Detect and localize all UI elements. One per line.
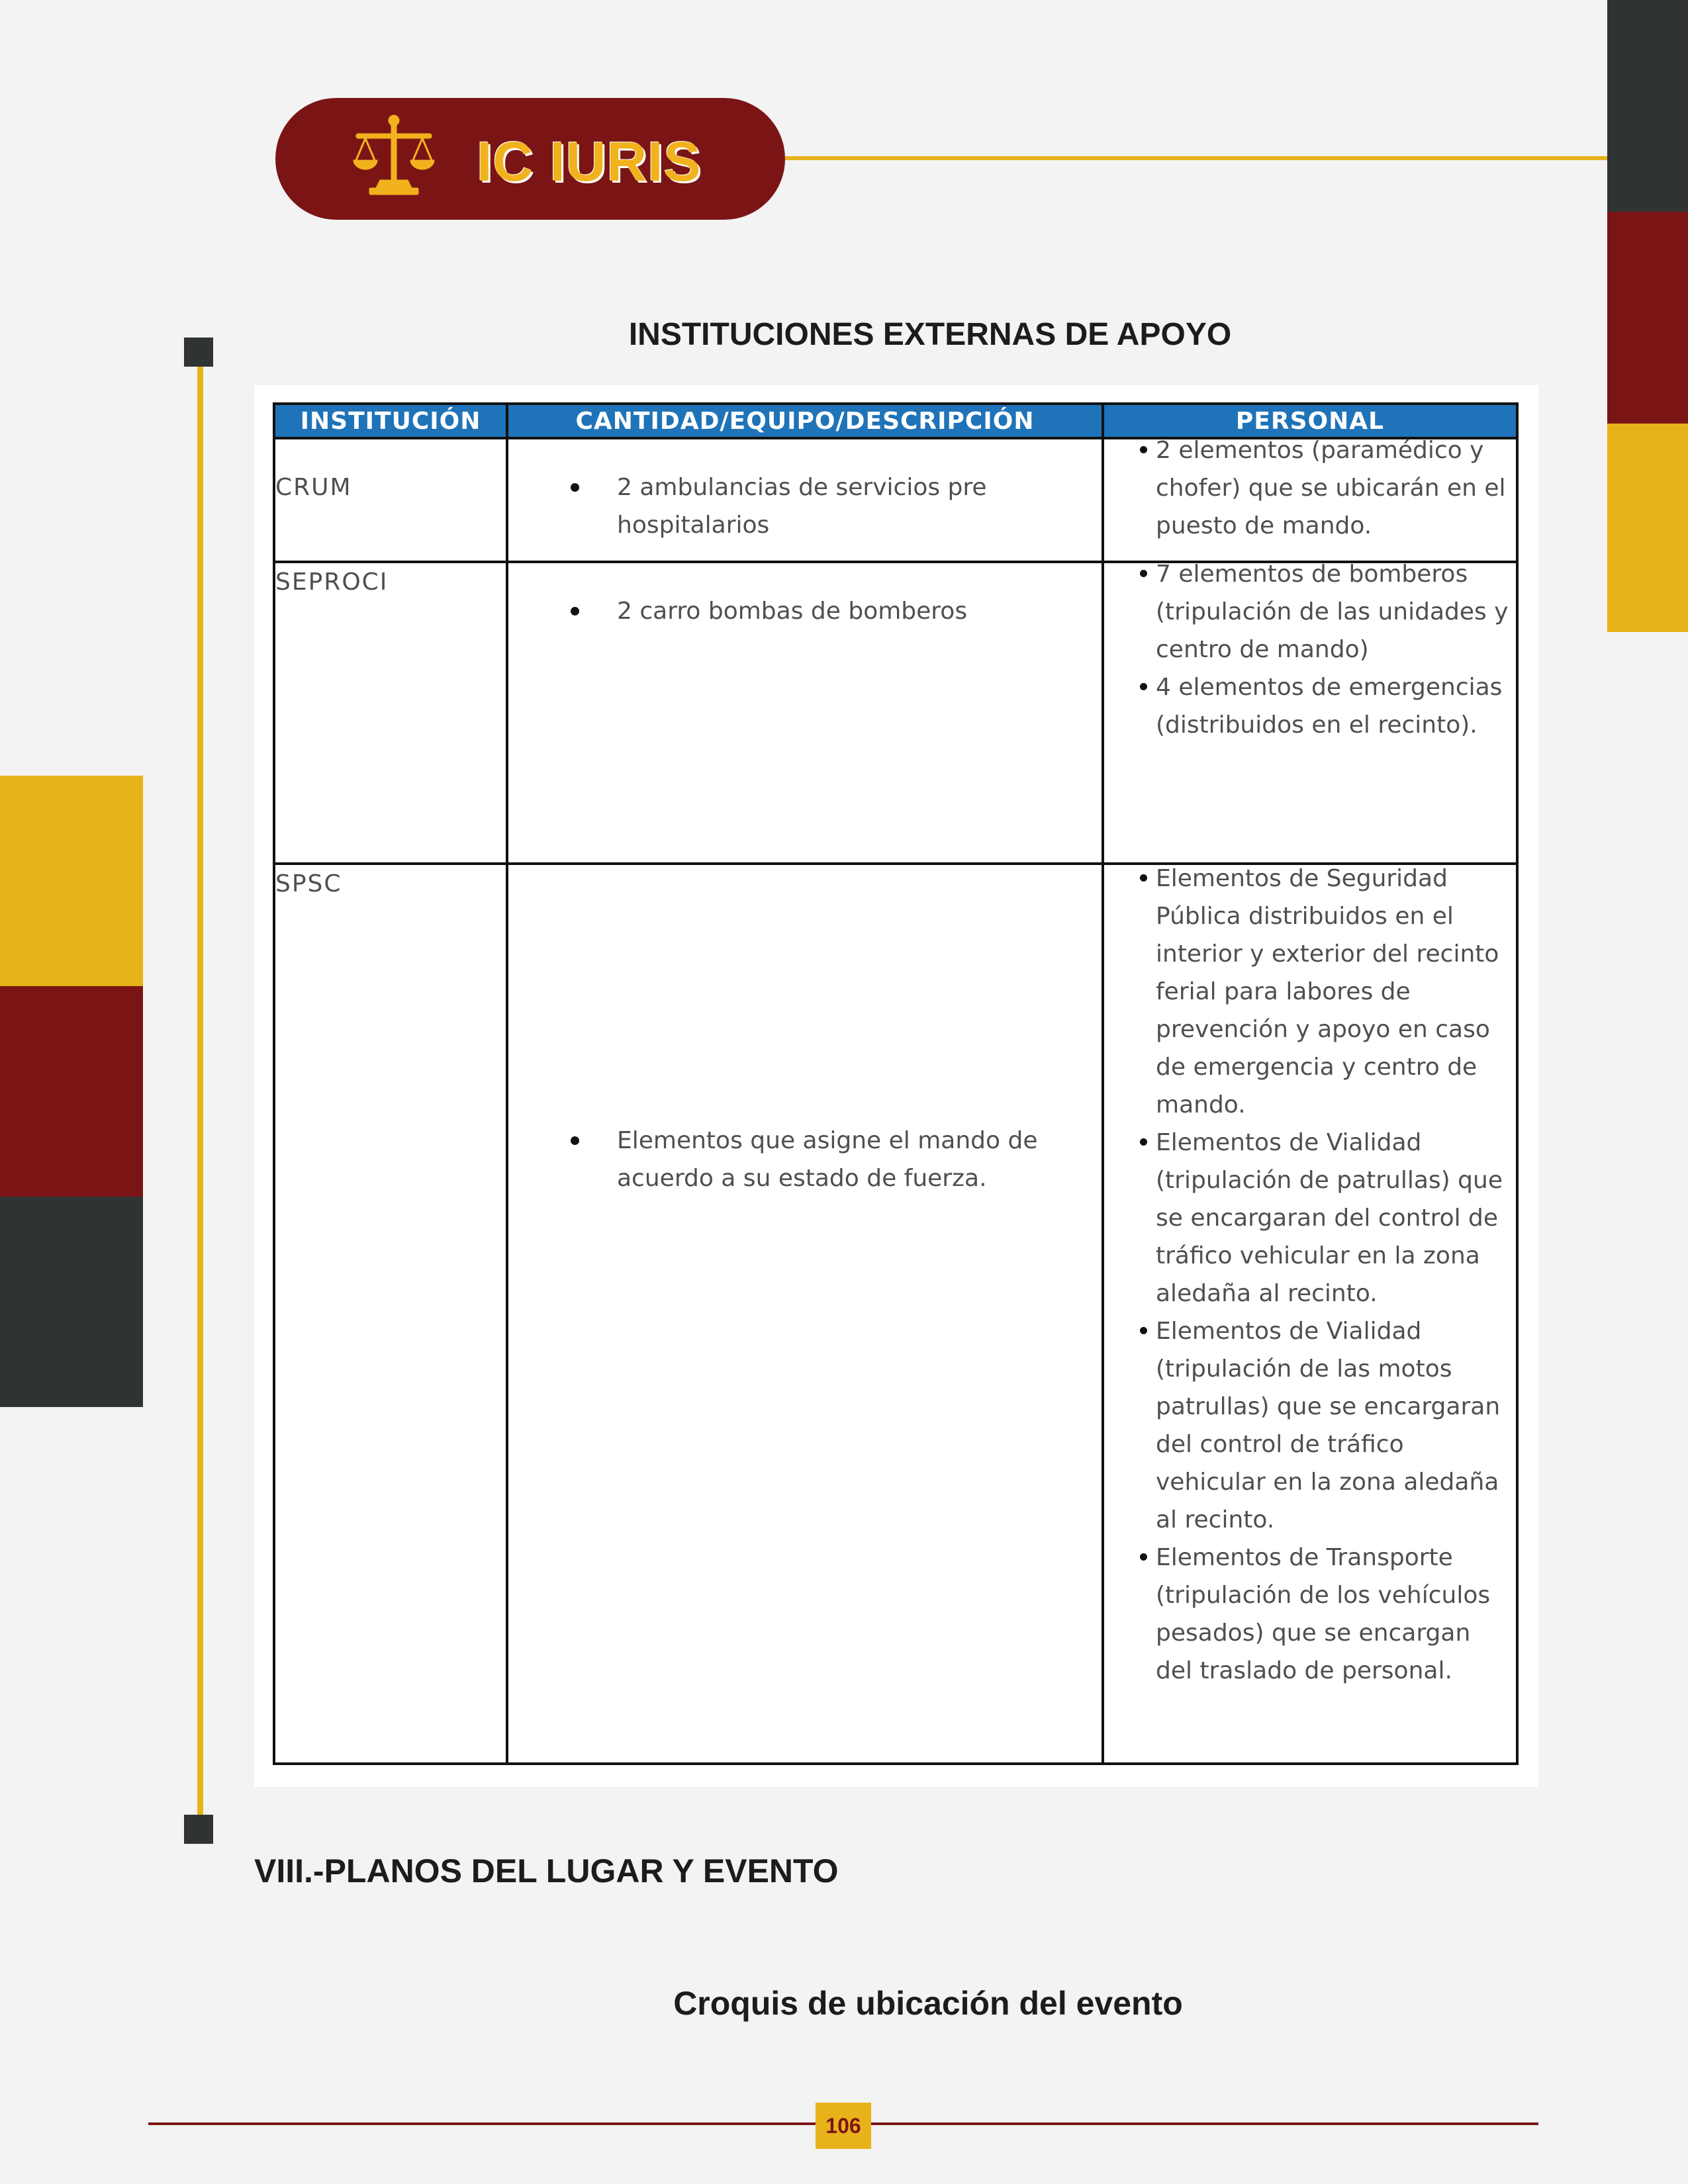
description-item: Elementos que asigne el mando de acuerdo a su estado de fuerza. bbox=[617, 1122, 1095, 1197]
decor-bar-yellow-right bbox=[1607, 424, 1688, 632]
personnel-item: 4 elementos de emergencias (distribuidos en el recinto). bbox=[1156, 668, 1509, 744]
brand-name: IC IURIS bbox=[477, 130, 702, 193]
personnel-item: Elementos de Seguridad Pública distribuidos en el interior y exterior del recinto ferial para labores de prevención y apoyo en caso de emergencia y centro de mando. bbox=[1156, 860, 1509, 1124]
column-header-personnel: PERSONAL bbox=[1103, 404, 1517, 438]
table-row bbox=[274, 438, 1517, 562]
description-cell bbox=[507, 864, 1103, 1764]
decor-bar-dark-right bbox=[1607, 0, 1688, 212]
personnel-item: Elementos de Transporte (tripulación de los vehículos pesados) que se encargan del traslado de personal. bbox=[1156, 1539, 1509, 1690]
decor-rail-square-bottom bbox=[184, 1815, 213, 1844]
header-divider-line bbox=[785, 156, 1607, 160]
column-header-description: CANTIDAD/EQUIPO/DESCRIPCIÓN bbox=[507, 404, 1103, 438]
personnel-item: 2 elementos (paramédico y chofer) que se ubicarán en el puesto de mando. bbox=[1156, 432, 1509, 545]
institution-cell: CRUM bbox=[274, 438, 507, 562]
personnel-item: Elementos de Vialidad (tripulación de las motos patrullas) que se encargaran del control de tráfico vehicular en la zona aledaña al recinto. bbox=[1156, 1312, 1509, 1539]
description-item: 2 ambulancias de servicios pre hospitalarios bbox=[617, 469, 1095, 544]
personnel-cell bbox=[1103, 864, 1517, 1764]
description-cell bbox=[507, 438, 1103, 562]
personnel-item: 7 elementos de bomberos (tripulación de las unidades y centro de mando) bbox=[1156, 555, 1509, 668]
sketch-subheading: Croquis de ubicación del evento bbox=[673, 1985, 1183, 2022]
personnel-cell bbox=[1103, 438, 1517, 562]
institution-cell: SEPROCI bbox=[274, 562, 507, 864]
institution-cell: SPSC bbox=[274, 864, 507, 1764]
table-row bbox=[274, 864, 1517, 1764]
section-title: INSTITUCIONES EXTERNAS DE APOYO bbox=[628, 317, 1232, 352]
decor-bar-red-left bbox=[0, 986, 143, 1197]
decor-bar-yellow-left bbox=[0, 776, 143, 986]
table-row bbox=[274, 562, 1517, 864]
scales-of-justice-icon bbox=[351, 111, 437, 199]
column-header-institution: INSTITUCIÓN bbox=[274, 404, 507, 438]
decor-bar-dark-left bbox=[0, 1197, 143, 1407]
institutions-table bbox=[273, 402, 1519, 1765]
description-cell bbox=[507, 562, 1103, 864]
personnel-item: Elementos de Vialidad (tripulación de patrullas) que se encargaran del control de tráfico vehicular en la zona aledaña al recinto. bbox=[1156, 1124, 1509, 1312]
page-number: 106 bbox=[816, 2103, 871, 2149]
decor-vertical-rail bbox=[197, 363, 203, 1816]
description-item: 2 carro bombas de bomberos bbox=[617, 592, 1095, 630]
personnel-cell bbox=[1103, 562, 1517, 864]
plans-section-heading: VIII.-PLANOS DEL LUGAR Y EVENTO bbox=[254, 1852, 839, 1889]
